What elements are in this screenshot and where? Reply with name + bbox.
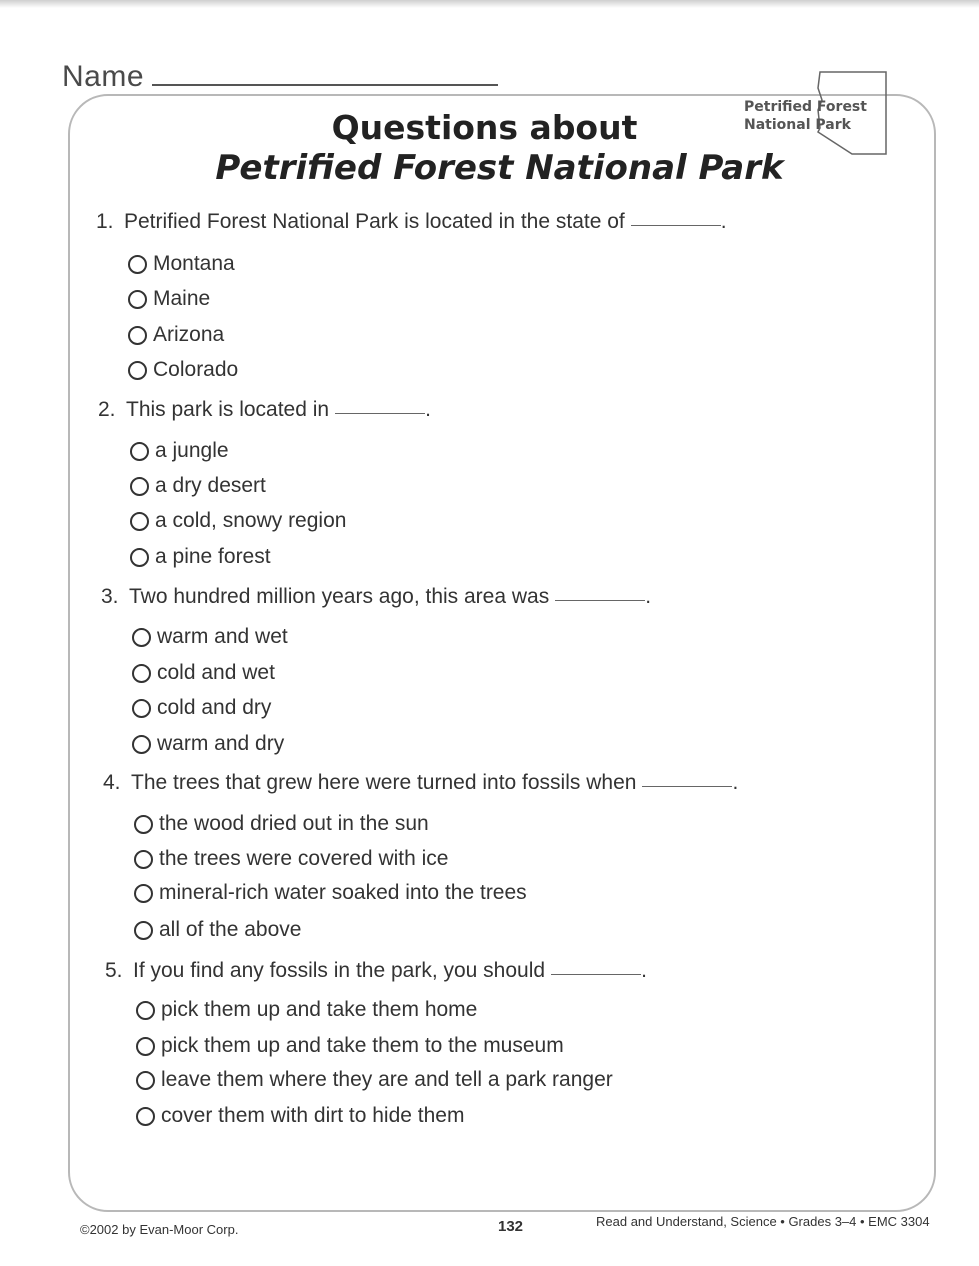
radio-bubble-icon[interactable] — [132, 699, 151, 718]
radio-bubble-icon[interactable] — [130, 548, 149, 567]
page-subtitle: Petrified Forest National Park — [215, 148, 784, 188]
option-label: Colorado — [153, 358, 239, 381]
question-text: The trees that grew here were turned into fossils when — [131, 771, 637, 794]
answer-blank — [631, 225, 721, 226]
name-label: Name — [62, 60, 145, 93]
radio-bubble-icon[interactable] — [128, 290, 147, 309]
option-label: pick them up and take them to the museum — [161, 1034, 564, 1057]
badge-line-1: Petrified Forest — [744, 99, 867, 115]
answer-blank — [335, 413, 425, 414]
footer-series: Read and Understand, Science • Grades 3–4 • EMC 3304 — [596, 1214, 930, 1229]
radio-bubble-icon[interactable] — [130, 477, 149, 496]
option-label: a pine forest — [155, 545, 271, 568]
answer-blank — [551, 974, 641, 975]
option-label: warm and dry — [157, 732, 285, 755]
option-label: mineral-rich water soaked into the trees — [159, 881, 527, 904]
option-q3-b[interactable] — [132, 661, 275, 685]
option-label: cover them with dirt to hide them — [161, 1104, 465, 1127]
question-3: 3. Two hundred million years ago, this area was . — [101, 585, 652, 608]
radio-bubble-icon[interactable] — [132, 628, 151, 647]
question-number: 4. — [103, 771, 121, 794]
question-number: 1. — [96, 210, 114, 233]
answer-blank — [642, 786, 732, 787]
name-input-line[interactable] — [152, 84, 498, 86]
question-number: 2. — [98, 398, 116, 421]
option-label: Arizona — [153, 323, 225, 346]
option-label: a jungle — [155, 439, 229, 462]
question-number: 5. — [105, 959, 123, 982]
option-label: the wood dried out in the sun — [159, 812, 429, 835]
question-1: 1. Petrified Forest National Park is located in the state of . — [96, 210, 727, 233]
radio-bubble-icon[interactable] — [136, 1071, 155, 1090]
option-q1-d[interactable] — [128, 358, 238, 382]
page-title: Questions about — [331, 108, 638, 147]
radio-bubble-icon[interactable] — [128, 326, 147, 345]
scan-edge-shadow — [0, 0, 979, 8]
option-q4-c[interactable] — [134, 881, 527, 905]
option-q5-b[interactable] — [136, 1034, 564, 1058]
answer-blank — [555, 600, 645, 601]
option-label: cold and wet — [157, 661, 275, 684]
option-label: leave them where they are and tell a park ranger — [161, 1068, 613, 1091]
badge-line-2: National Park — [744, 117, 851, 133]
option-q4-a[interactable] — [134, 812, 429, 836]
footer-page-number: 132 — [498, 1218, 524, 1235]
footer-copyright: ©2002 by Evan-Moor Corp. — [80, 1222, 239, 1237]
radio-bubble-icon[interactable] — [132, 735, 151, 754]
radio-bubble-icon[interactable] — [128, 255, 147, 274]
option-label: a dry desert — [155, 474, 266, 497]
question-5: 5. If you find any fossils in the park, you should . — [105, 959, 647, 982]
option-q5-c[interactable] — [136, 1068, 613, 1092]
question-number: 3. — [101, 585, 119, 608]
option-q5-a[interactable] — [136, 998, 477, 1022]
question-4: 4. The trees that grew here were turned into fossils when . — [103, 771, 739, 794]
question-text: This park is located in — [126, 398, 330, 421]
option-q3-d[interactable] — [132, 732, 284, 756]
option-q2-b[interactable] — [130, 474, 266, 498]
option-q1-a[interactable] — [128, 252, 235, 276]
option-q4-b[interactable] — [134, 847, 448, 871]
radio-bubble-icon[interactable] — [134, 850, 153, 869]
option-q1-c[interactable] — [128, 323, 224, 347]
name-row — [62, 60, 498, 94]
radio-bubble-icon[interactable] — [134, 884, 153, 903]
option-q3-a[interactable] — [132, 625, 288, 649]
option-label: the trees were covered with ice — [159, 847, 449, 870]
option-q1-b[interactable] — [128, 287, 210, 311]
radio-bubble-icon[interactable] — [132, 664, 151, 683]
question-2: 2. This park is located in . — [98, 398, 431, 421]
radio-bubble-icon[interactable] — [134, 815, 153, 834]
option-label: cold and dry — [157, 696, 272, 719]
radio-bubble-icon[interactable] — [134, 921, 153, 940]
option-label: warm and wet — [157, 625, 288, 648]
question-text: Petrified Forest National Park is located in the state of — [124, 210, 625, 233]
option-q2-c[interactable] — [130, 509, 346, 533]
question-text: If you find any fossils in the park, you should — [133, 959, 546, 982]
radio-bubble-icon[interactable] — [128, 361, 147, 380]
option-label: a cold, snowy region — [155, 509, 347, 532]
option-label: pick them up and take them home — [161, 998, 478, 1021]
option-q3-c[interactable] — [132, 696, 271, 720]
option-label: Maine — [153, 287, 211, 310]
option-q4-d[interactable] — [134, 918, 301, 942]
option-q2-d[interactable] — [130, 545, 271, 569]
option-q5-d[interactable] — [136, 1104, 464, 1128]
option-label: Montana — [153, 252, 235, 275]
radio-bubble-icon[interactable] — [136, 1001, 155, 1020]
option-q2-a[interactable] — [130, 439, 229, 463]
question-text: Two hundred million years ago, this area was — [129, 585, 550, 608]
radio-bubble-icon[interactable] — [130, 442, 149, 461]
radio-bubble-icon[interactable] — [136, 1037, 155, 1056]
option-label: all of the above — [159, 918, 302, 941]
radio-bubble-icon[interactable] — [136, 1107, 155, 1126]
radio-bubble-icon[interactable] — [130, 512, 149, 531]
